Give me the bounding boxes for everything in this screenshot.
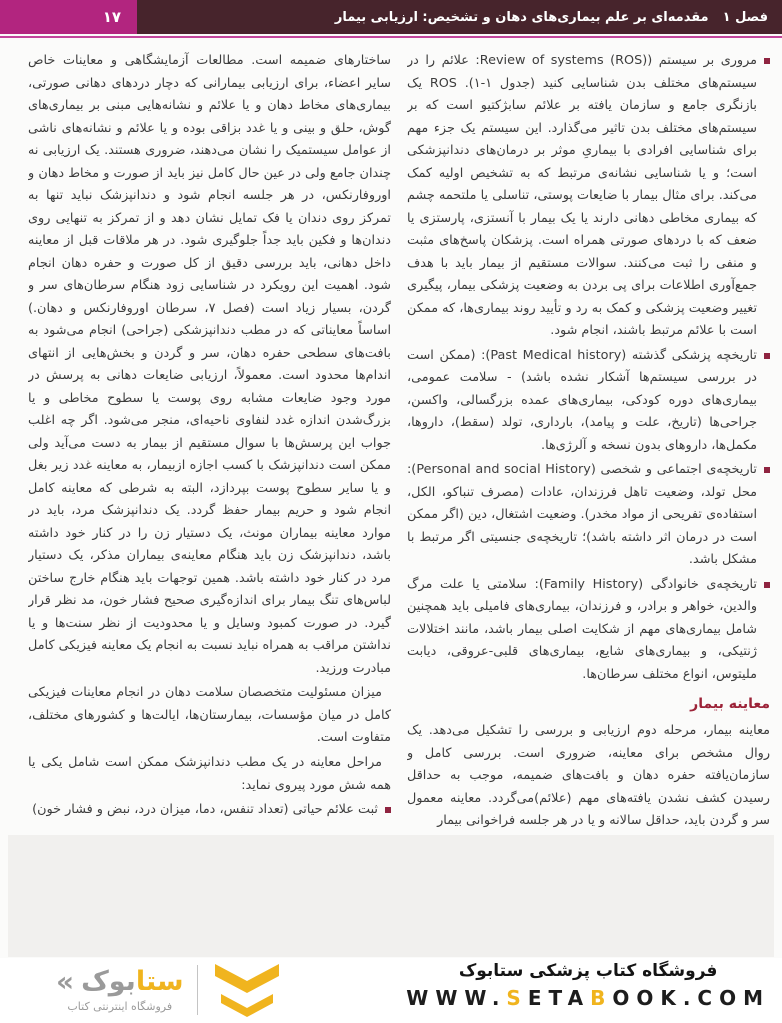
setabook-logo <box>56 963 283 1017</box>
wordmark-text <box>81 967 183 997</box>
url-b-gold: B <box>590 985 613 1010</box>
list-item-text: مروری بر سیستم (Review of systems (ROS): علائم را در سیستم‌های مختلف بدن شناسایی کنید (جدول ۱-۱). ROS یک بازنگری جامع و سازمان یافته بر علائم سابژکتیو است که بر سیستم‌های مختلف بدن تاثیر می‌گذارد. این سیستم یک جزء مهم برای شناسایی افرادی با بیماریِ موثر بر درمان‌های دندانپزشکی است؛ و یا شناسایی نشانه‌ی مرتبط که به تشخیص اولیه کمک می‌کند. برای مثال بیمار با ضایعات پوستی، تناسلی یا ملتحمه چشم که بیماری مخاطی دهانی دارند یا یک بیمار با آنستزی، پارستزی یا ضعف که با دردهای صورتی همراه است. پزشکان پاسخ‌های مثبت و منفی را ثبت می‌کنند. سوالات مستقیم از بیمار باید با هدف جمع‌آوری اطلاعات برای پی بردن به وضعیت پزشکی بیمار، پیگیری تغییر وضعیت پزشکی و کمک به رد و تأیید روند بیماری‌ها، که ممکن است با علائم مرتبط باشند، انجام شود. <box>407 53 757 339</box>
body-paragraph: ساختارهای ضمیمه است. مطالعات آزمایشگاهی و معاینات خاص سایر اعضاء، برای ارزیابی بیمارانی که دچار دردهای دهانی صورتی، بیماری‌های مخاط دهان و یا علائم و نشانه‌هایی مبنی بر بیماری‌های گوش، حلق و بینی و یا غدد بزاقی بوده و یا علائم و نشانه‌های ناشی از عوامل سیستمیک را نشان می‌دهند، ضروری هستند. یک ارزیابی نه چندان جامع ولی در عین حال کامل نیز باید از صورت و مخاط دهان و اوروفارنکس، در هر جلسه انجام شود و دندانپزشک نباید تنها به تمرکز روی دندان یا فک تمایل نشان دهد و از تمرکز به تنهایی روی دندان‌ها و فکین باید جداً جلوگیری شود. در هر ملاقات قبل از معاینه داخل دهانی، باید بررسی دقیق از کل صورت و حفره دهان انجام شود. اهمیت این رویکرد در شناسایی زود هنگام سرطان‌های سر و گردن، بسیار زیاد است (فصل ۷، سرطان اوروفارنکس و دهان.) اساساً معایناتی که در مطب دندانپزشکی (جراحی) انجام می‌شود به بافت‌های سطحی حفره دهان، سر و گردن و بخش‌هایی از انتهای اندام‌ها محدود است. معمولاً، ارزیابی ضایعات دهانی به پرسش در مورد وجود ضایعات مشابه روی پوست یا سطوح مخاطی و یا بزرگ‌شدن اندازه غدد لنفاوی ناحیه‌ای، منجر می‌شود. اگر چه اغلب جواب این پرسش‌ها با سوال مستقیم از بیمار به دست می‌آید ولی ممکن است دندانپزشک با کسب اجازه ازبیمار، به معاینه غدد زیر بغل و یا سایر سطوح پوست بپردازد، البته به شرطی که معاینه کامل انجام شود و حریم بیمار حفظ گردد. یک دندانپزشک مرد، باید در موارد معاینه بیماران مونث، یک دستیار زن را در کنار خود داشته باشد، دندانپزشک زن باید هنگام معاینه‌ی بیماران مذکر، یک دستیار مرد در کنار خود داشته باشد. همین توجهات باید هنگام خارج ساختن لباس‌های تنگ بیمار برای اندازه‌گیری صحیح فشار خون، مد نظر قرار گیرد. در صورت کمبود وسایل و یا محدودیت از نظر سنت‌ها و یا نداشتن مراقب به همراه نباید نسبت به انجام یک معاینه فیزیکی کامل مبادرت ورزید. <box>28 53 391 676</box>
page-number-badge <box>0 0 137 34</box>
header-accent-rule <box>0 36 782 38</box>
list-item-text: تاریخچه پزشکی گذشته (Past Medical history): (ممکن است در بررسی سیستم‌ها آشکار نشده باشد) - سلامت عمومی، بیماری‌های دوره کودکی، بیماری‌های عمده بزرگسالی، واکسن، جراحی‌ها (تاریخ، علت و پیامد)، بارداری، تولد (سقط)، داروها، مکمل‌ها، داروهای بدون نسخه و آلرژی‌ها. <box>407 347 757 453</box>
square-bullet-icon <box>385 807 391 813</box>
chapter-header-text <box>335 0 768 34</box>
list-item-text: تاریخچه‌ی خانوادگی (Family History): سلامتی یا علت مرگ والدین، خواهر و برادر، و فرزندان، بیماری‌های فامیلی باید همچنین شامل بیماری‌های مهم از شکایت اصلی بیمار باشد، مانند اختلالات ژنتیکی، و بیماری‌های شایع، بیماری‌های قلبی-عروقی، دیابت ملیتوس، انواع مختلف سرطان‌ها. <box>407 576 757 682</box>
body-paragraph: مراحل معاینه در یک مطب دندانپزشک ممکن است شامل یکی یا همه شش مورد پیروی نماید: <box>28 754 391 793</box>
list-item <box>407 459 770 572</box>
wordmark-gold-part: ستا <box>135 966 184 998</box>
body-paragraph: معاینه بیمار، مرحله دوم ارزیابی و بررسی را تشکیل می‌دهد. یک روال مشخص برای معاینه، ضروری است. بررسی کامل و سازمان‌یافته حفره دهان و بافت‌های ضمیمه، موجب به حداقل رسیدن کشف نشدن یافته‌های مهم (علائم)می‌گردد. معاینه معمول سر و گردن باید، حداقل سالانه و یا در هر جلسه فراخوانی بیمار <box>407 723 770 829</box>
url-rest: OOK.COM <box>612 985 770 1010</box>
square-bullet-icon <box>764 58 770 64</box>
url-www: WWW. <box>406 985 507 1010</box>
chevron-emblem-icon <box>211 963 283 1017</box>
store-name: فروشگاه کتاب پزشکی ستابوک <box>458 961 718 981</box>
right-column <box>407 50 770 955</box>
publisher-footer <box>0 958 782 1023</box>
section-heading: معاینه بیمار <box>690 696 770 713</box>
list-item-text: ثبت علائم حیاتی (تعداد تنفس، دما، میزان درد، نبض و فشار خون) <box>32 802 378 818</box>
list-item-text: تاریخچه‌ی اجتماعی و شخصی (Personal and social History): محل تولد، وضعیت تاهل فرزندان، عادات (مصرف تنباکو، الکل، استفاده‌ی تفریحی از مواد مخدر). وضعیت اشتغال، دین (اگر ممکن است در درمان اثر داشته باشد)؛ تاریخچه‌ی جنسیتی اگر مرتبط با مشکل باشد. <box>407 462 757 568</box>
list-item <box>407 574 770 687</box>
store-url <box>406 986 770 1010</box>
url-eta: ETA <box>527 985 591 1010</box>
list-item <box>407 345 770 458</box>
wordmark-gray-part: بوک <box>81 966 136 998</box>
store-text-block <box>406 960 770 1010</box>
square-bullet-icon <box>764 582 770 588</box>
chapter-title: مقدمه‌ای بر علم بیماری‌های دهان و تشخیص: ارزیابی بیمار <box>334 9 709 25</box>
logo-tagline: فروشگاه اینترنتی کتاب <box>67 999 173 1013</box>
page-number: ۱۷ <box>102 8 121 26</box>
guillemet-icon: « <box>56 965 75 998</box>
left-column <box>28 50 391 955</box>
text-columns <box>28 50 770 955</box>
body-paragraph: میزان مسئولیت متخصصان سلامت دهان در انجام معاینات فیزیکی کامل در میان مؤسسات، بیمارستان‌ها، ایالت‌ها و کشورهای مختلف، متفاوت است. <box>28 685 391 746</box>
setabook-wordmark-block <box>56 967 184 1013</box>
setabook-wordmark <box>56 967 184 997</box>
chapter-label: فصل ۱ <box>722 9 768 25</box>
url-s-gold: S <box>506 985 528 1010</box>
square-bullet-icon <box>764 467 770 473</box>
logo-divider <box>197 965 198 1015</box>
square-bullet-icon <box>764 353 770 359</box>
list-item <box>407 50 770 343</box>
list-item <box>28 799 391 822</box>
